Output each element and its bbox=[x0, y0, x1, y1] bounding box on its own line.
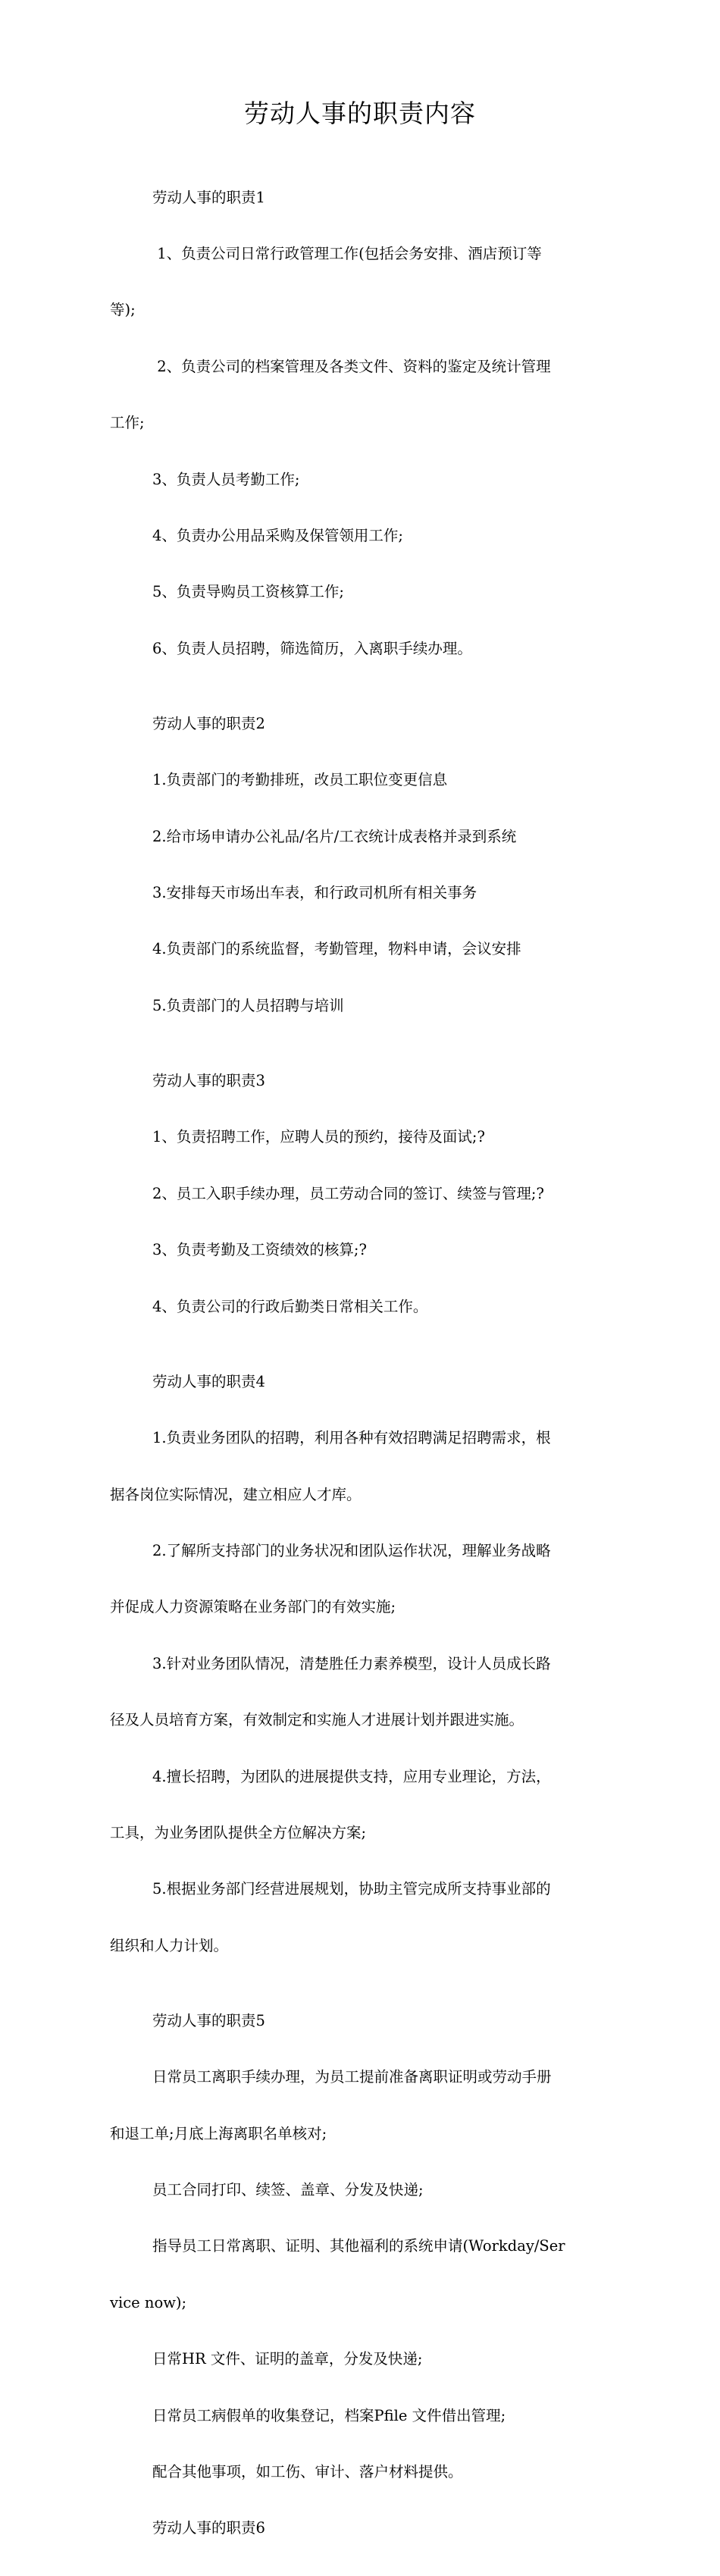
paragraph-line: 日常员工病假单的收集登记，档案Pfile 文件借出管理; bbox=[152, 2406, 506, 2424]
paragraph-line: 员工合同打印、续签、盖章、分发及快递; bbox=[152, 2181, 424, 2199]
paragraph-line: 3.安排每天市场出车表，和行政司机所有相关事务 bbox=[152, 884, 477, 902]
paragraph-line: 指导员工日常离职、证明、其他福利的系统申请(Workday/Ser bbox=[152, 2237, 565, 2255]
paragraph-line: 5、负责导购员工资核算工作; bbox=[152, 583, 344, 601]
paragraph-line: 据各岗位实际情况，建立相应人才库。 bbox=[110, 1485, 362, 1503]
paragraph-line: 1.负责业务团队的招聘，利用各种有效招聘满足招聘需求，根 bbox=[152, 1429, 551, 1447]
section-heading: 劳动人事的职责6 bbox=[152, 2519, 265, 2537]
paragraph-line: 组织和人力计划。 bbox=[110, 1936, 229, 1954]
paragraph-line: 日常HR 文件、证明的盖章，分发及快递; bbox=[152, 2350, 423, 2368]
paragraph-line: 4.负责部门的系统监督，考勤管理，物料申请，会议安排 bbox=[152, 940, 521, 958]
paragraph-line: vice now); bbox=[110, 2293, 187, 2311]
paragraph-line: 1、负责招聘工作，应聘人员的预约，接待及面试;? bbox=[152, 1128, 485, 1146]
paragraph-line: 4、负责办公用品采购及保管领用工作; bbox=[152, 526, 403, 544]
document-body bbox=[110, 151, 614, 2576]
paragraph-line: 日常员工离职手续办理，为员工提前准备离职证明或劳动手册 bbox=[152, 2068, 552, 2086]
paragraph-line: 4、负责公司的行政后勤类日常相关工作。 bbox=[152, 1297, 428, 1315]
paragraph-line: 6、负责人员招聘，筛选简历，入离职手续办理。 bbox=[152, 639, 472, 657]
section-heading: 劳动人事的职责4 bbox=[152, 1372, 265, 1390]
section-heading: 劳动人事的职责1 bbox=[152, 188, 265, 206]
paragraph-line: 径及人员培育方案，有效制定和实施人才进展计划并跟进实施。 bbox=[110, 1711, 524, 1729]
paragraph-line: 并促成人力资源策略在业务部门的有效实施; bbox=[110, 1598, 396, 1616]
paragraph-line: 等); bbox=[110, 301, 136, 319]
paragraph-line: 配合其他事项，如工伤、审计、落户材料提供。 bbox=[152, 2463, 463, 2481]
section-heading: 劳动人事的职责2 bbox=[152, 714, 265, 732]
paragraph-line: 5.根据业务部门经营进展规划，协助主管完成所支持事业部的 bbox=[152, 1880, 551, 1898]
paragraph-line: 2、员工入职手续办理，员工劳动合同的签订、续签与管理;? bbox=[152, 1184, 544, 1202]
paragraph-line: 和退工单;月底上海离职名单核对; bbox=[110, 2124, 327, 2142]
section-heading: 劳动人事的职责3 bbox=[152, 1072, 265, 1090]
paragraph-line: 3、负责考勤及工资绩效的核算;? bbox=[152, 1241, 367, 1259]
paragraph-line: 1.负责部门的考勤排班，改员工职位变更信息 bbox=[152, 771, 448, 789]
paragraph-line: 工作; bbox=[110, 414, 145, 432]
section-heading: 劳动人事的职责5 bbox=[152, 2011, 265, 2029]
paragraph-line: 2.给市场申请办公礼品/名片/工衣统计成表格并录到系统 bbox=[152, 827, 517, 845]
paragraph-line: 工具，为业务团队提供全方位解决方案; bbox=[110, 1823, 367, 1841]
paragraph-line: 3.针对业务团队情况，清楚胜任力素养模型，设计人员成长路 bbox=[152, 1654, 551, 1672]
paragraph-line: 5.负责部门的人员招聘与培训 bbox=[152, 996, 344, 1014]
page-title: 劳动人事的职责内容 bbox=[244, 99, 476, 128]
paragraph-line: 4.擅长招聘，为团队的进展提供支持，应用专业理论，方法， bbox=[152, 1767, 551, 1785]
paragraph-line: 2、负责公司的档案管理及各类文件、资料的鉴定及统计管理 bbox=[152, 357, 551, 375]
paragraph-line: 1、负责公司日常行政管理工作(包括会务安排、酒店预订等 bbox=[152, 244, 542, 262]
paragraph-line: 3、负责人员考勤工作; bbox=[152, 470, 300, 488]
paragraph-line: 2.了解所支持部门的业务状况和团队运作状况，理解业务战略 bbox=[152, 1541, 551, 1559]
